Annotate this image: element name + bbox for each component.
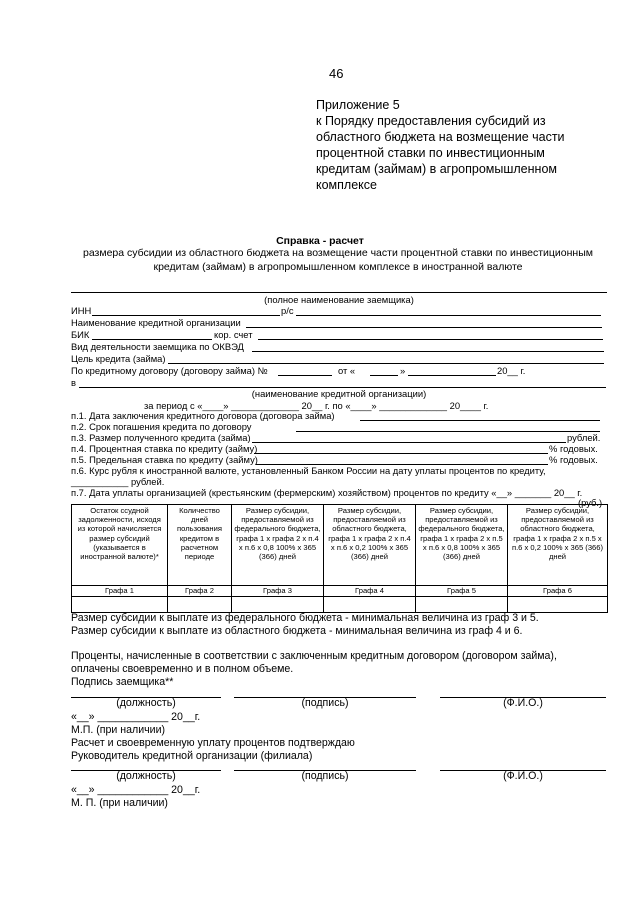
date-line: «__» ____________ 20__г. — [71, 784, 201, 796]
appendix-title: Приложение 5 — [316, 98, 400, 112]
appendix-line: к Порядку предоставления субсидий из — [316, 114, 546, 128]
appendix-block — [316, 97, 616, 193]
item-label: п.2. Срок погашения кредита по договору — [71, 421, 252, 432]
position-caption: (должность) — [116, 697, 176, 709]
table-cell[interactable] — [416, 597, 508, 613]
table-cell[interactable] — [72, 597, 168, 613]
contract-day-field[interactable] — [370, 375, 398, 376]
date-line: «__» ____________ 20__г. — [71, 711, 201, 723]
interest-line: оплачены своевременно и в полном объеме. — [71, 663, 294, 675]
column-number-cell: Графа 1 — [72, 586, 168, 597]
appendix-line: комплексе — [316, 178, 377, 192]
table-header-cell: Остаток ссудной задолженности, исходя из которой начисляется размер субсидий (указывается в иностранной валюте)* — [72, 505, 168, 586]
fio-caption: (Ф.И.О.) — [503, 770, 543, 782]
okved-field[interactable] — [252, 351, 604, 352]
item-label: п.1. Дата заключения кредитного договора (договора займа) — [71, 410, 335, 421]
credit-purpose-label: Цель кредита (займа) — [71, 353, 166, 364]
signature-caption: (подпись) — [301, 697, 349, 709]
inn-label: ИНН — [71, 305, 92, 316]
column-number-cell: Графа 6 — [508, 586, 608, 597]
doc-title: Справка - расчет — [276, 235, 364, 247]
item6-line: ___________ рублей. — [71, 476, 165, 487]
fio-caption: (Ф.И.О.) — [503, 697, 543, 709]
doc-subtitle — [58, 246, 618, 274]
bank-name-label: Наименование кредитной организации — [71, 317, 241, 328]
table-column-number-row — [72, 586, 608, 597]
position-caption: (должность) — [116, 770, 176, 782]
table-header-cell: Размер субсидии, предоставляемой из областного бюджета, графа 1 х графа 2 х п.5 х п.6 х 0,2 100% х 365 (366) дней — [508, 505, 608, 586]
appendix-line: процентной ставки по инвестиционным — [316, 146, 545, 160]
okved-label: Вид деятельности заемщика по ОКВЭД — [71, 341, 244, 352]
column-number-cell: Графа 2 — [168, 586, 232, 597]
federal-size-line: Размер субсидии к выплате из федерального бюджета - минимальная величина из граф 3 и 5. — [71, 612, 539, 624]
table-header-cell: Размер субсидии, предоставляемой из федерального бюджета, графа 1 х графа 2 х п.4 х п.6 х 0,8 100% х 365 (366) дней — [232, 505, 324, 586]
doc-subtitle-line: кредитам (займам) в агропромышленном комплексе в иностранной валюте — [153, 261, 523, 273]
bank-head-line: Руководитель кредитной организации (филиала) — [71, 750, 313, 762]
bank-name-field[interactable] — [246, 327, 602, 328]
contract-month-field[interactable] — [408, 375, 496, 376]
contract-year: 20__ г. — [497, 365, 526, 376]
bik-label: БИК — [71, 329, 90, 340]
signature-caption: (подпись) — [301, 770, 349, 782]
bank-caption: (наименование кредитной организации) — [251, 388, 427, 399]
item-field[interactable] — [254, 453, 548, 454]
table-row — [72, 597, 608, 613]
page-number: 46 — [329, 66, 344, 81]
period-line: за период с «____» _____________ 20__ г. по «____» _____________ 20____ г. — [144, 400, 489, 411]
borrower-caption: (полное наименование заемщика) — [264, 294, 414, 305]
kor-label: кор. счет — [214, 329, 253, 340]
table-header-cell: Количество дней пользования кредитом в расчетном периоде — [168, 505, 232, 586]
table-cell[interactable] — [324, 597, 416, 613]
column-number-cell: Графа 4 — [324, 586, 416, 597]
item-field[interactable] — [296, 431, 600, 432]
appendix-line: кредитам (займам) в агропромышленном — [316, 162, 557, 176]
item-suffix: рублей. — [567, 432, 601, 443]
contract-label: По кредитному договору (договору займа) № — [71, 365, 268, 376]
rs-label: р/с — [281, 305, 294, 316]
item-field[interactable] — [252, 442, 566, 443]
contract-quote: » — [400, 365, 406, 376]
contract-from-label: от « — [338, 365, 356, 376]
item-field[interactable] — [360, 420, 600, 421]
item-label: п.5. Предельная ставка по кредиту (займу) — [71, 454, 258, 465]
borrower-name-line[interactable] — [71, 292, 607, 293]
rs-field[interactable] — [296, 315, 601, 316]
item6-line: п.6. Курс рубля к иностранной валюте, установленный Банком России на дату уплаты процентов по кредиту, — [71, 465, 546, 476]
bank-in-label: в — [71, 377, 76, 388]
kor-field[interactable] — [258, 339, 603, 340]
table-cell[interactable] — [508, 597, 608, 613]
item-label: п.4. Процентная ставка по кредиту (займу) — [71, 443, 258, 454]
doc-subtitle-line: размера субсидии из областного бюджета на возмещение части процентной ставки по инвестиционным — [83, 247, 593, 259]
table-header-cell: Размер субсидии, предоставляемой из областного бюджета, графа 1 х графа 2 х п.4 х п.6 х 0,2 100% х 365 (366) дней — [324, 505, 416, 586]
item-suffix: % годовых. — [549, 454, 598, 465]
table-cell[interactable] — [232, 597, 324, 613]
stamp-note: М. П. (при наличии) — [71, 797, 168, 809]
table-header-cell: Размер субсидии, предоставляемой из федерального бюджета, графа 1 х графа 2 х п.5 х п.6 х 0,8 100% х 365 (366) дней — [416, 505, 508, 586]
item-label: п.3. Размер полученного кредита (займа) — [71, 432, 251, 443]
bik-field[interactable] — [92, 339, 212, 340]
confirm-line: Расчет и своевременную уплату процентов подтверждаю — [71, 737, 355, 749]
contract-number-field[interactable] — [278, 375, 332, 376]
stamp-note: М.П. (при наличии) — [71, 724, 166, 736]
subsidy-table — [71, 504, 608, 613]
item-suffix: % годовых. — [549, 443, 598, 454]
appendix-line: областного бюджета на возмещение части — [316, 130, 565, 144]
inn-field[interactable] — [92, 315, 280, 316]
credit-purpose-field[interactable] — [168, 363, 604, 364]
column-number-cell: Графа 5 — [416, 586, 508, 597]
borrower-signature-label: Подпись заемщика** — [71, 676, 174, 688]
regional-size-line: Размер субсидии к выплате из областного бюджета - минимальная величина из граф 4 и 6. — [71, 625, 523, 637]
item7-line: п.7. Дата уплаты организацией (крестьянским (фермерским) хозяйством) процентов по кредиту «__» _______ 20__ г. — [71, 487, 583, 498]
table-header-row — [72, 505, 608, 586]
unit-label: (руб.) — [578, 497, 603, 508]
interest-line: Проценты, начисленные в соответствии с заключенным кредитным договором (договором займа), — [71, 650, 557, 662]
table-cell[interactable] — [168, 597, 232, 613]
column-number-cell: Графа 3 — [232, 586, 324, 597]
